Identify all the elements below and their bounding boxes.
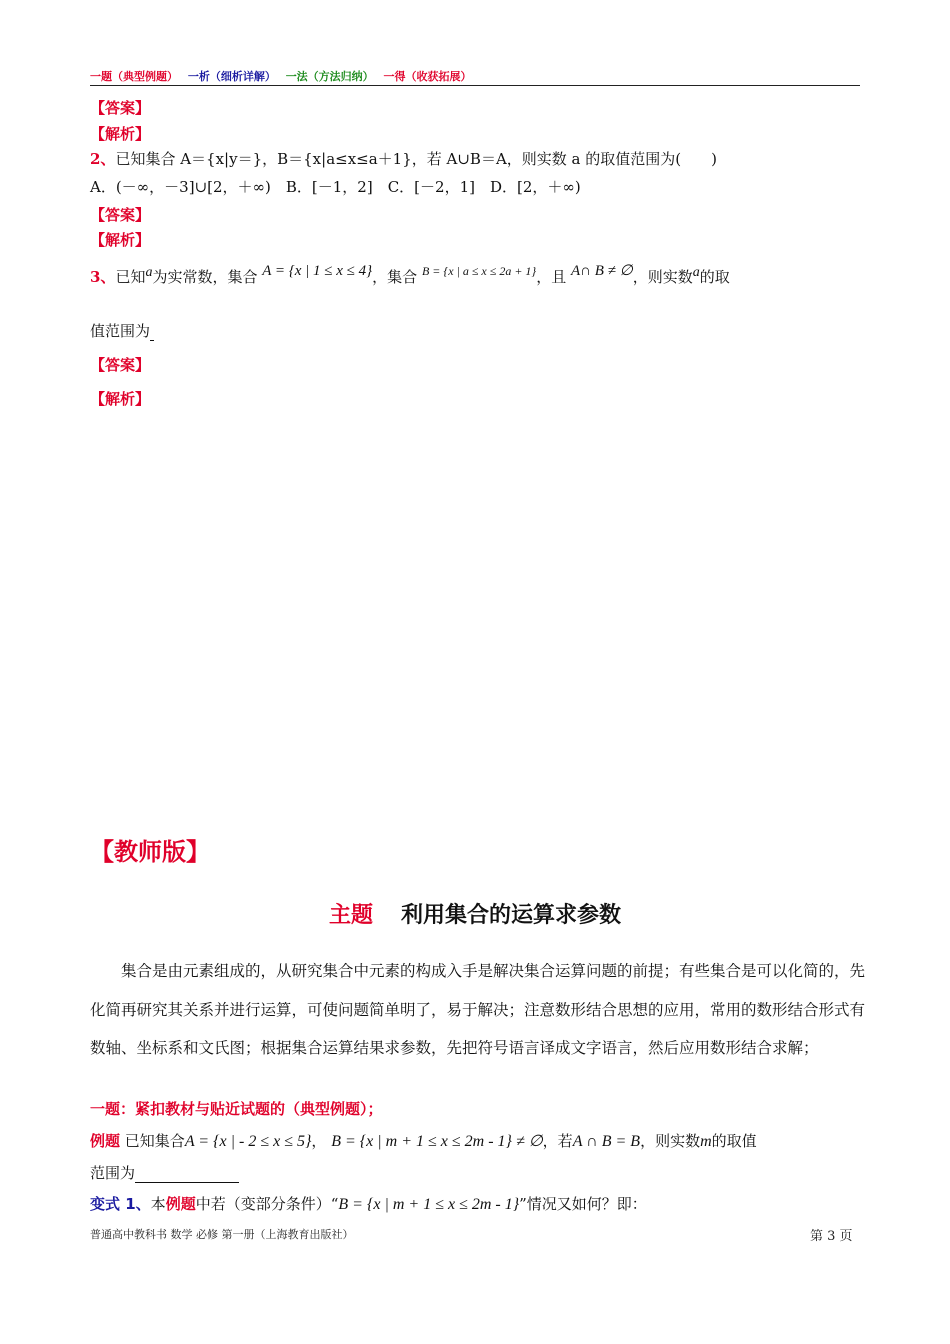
example-text: ， xyxy=(311,1132,327,1150)
question-text: 已知集合 A＝{x|y＝}，B＝{x|a≤x≤a＋1}，若 A∪B＝A，则实数 a 的取值范围为( ) xyxy=(115,150,717,168)
math-set-b: B = {x | m + 1 ≤ x ≤ 2m - 1} ≠ ∅ xyxy=(331,1133,543,1150)
header-item-2: 一析（细析详解） xyxy=(187,70,276,83)
analysis-label: 【解析】 xyxy=(90,231,151,249)
math-set-b: B = {x | m + 1 ≤ x ≤ 2m - 1} xyxy=(338,1196,520,1213)
question-2-options: A．(－∞，－3]∪[2，＋∞) B．[－1，2] C．[－2，1] D．[2，＋∞) xyxy=(90,178,581,196)
math-set-b: B = {x | a ≤ x ≤ 2a + 1} xyxy=(421,264,537,278)
question-number: 3、 xyxy=(90,268,116,286)
example-line2 xyxy=(90,1162,239,1183)
example-text: ，若 xyxy=(542,1132,573,1150)
topic-title xyxy=(0,898,950,929)
answer-blank[interactable] xyxy=(135,1166,239,1183)
math-var: a xyxy=(692,265,700,280)
variant-1 xyxy=(90,1193,647,1214)
header-item-4: 一得（收获拓展） xyxy=(383,70,472,83)
teacher-version-label: 【教师版】 xyxy=(90,838,210,866)
variant-text: ”情况又如何？即： xyxy=(519,1195,647,1213)
footer-book-info: 普通高中教科书 数学 必修 第一册（上海教育出版社） xyxy=(90,1228,354,1241)
variant-head: 变式 1、 xyxy=(90,1195,151,1213)
example-text: ，则实数 xyxy=(640,1132,701,1150)
example-head: 例题 xyxy=(90,1132,121,1150)
math-var: m xyxy=(700,1133,712,1150)
header-rule xyxy=(90,85,860,86)
math-set-a: A = {x | 1 ≤ x ≤ 4} xyxy=(262,263,373,279)
question-text: ，则实数 xyxy=(632,268,693,286)
question-text: ，且 xyxy=(536,268,567,286)
question-2 xyxy=(90,148,717,169)
header-item-3: 一法（方法归纳） xyxy=(285,70,374,83)
question-3-line2 xyxy=(90,320,154,341)
math-condition: A∩ B ≠ ∅ xyxy=(571,263,633,279)
example-text: 范围为 xyxy=(90,1164,136,1182)
answer-label: 【答案】 xyxy=(90,99,151,117)
example-text: 的取值 xyxy=(711,1132,757,1150)
intro-paragraph xyxy=(90,952,865,1068)
variant-text: 中若（变部分条件）“ xyxy=(195,1195,339,1213)
page-number: 第 3 页 xyxy=(810,1229,853,1244)
math-set-a: A = {x | - 2 ≤ x ≤ 5} xyxy=(184,1133,312,1150)
answer-label: 【答案】 xyxy=(90,356,151,374)
math-condition: A ∩ B = B xyxy=(572,1133,641,1150)
example-line1 xyxy=(90,1130,757,1151)
question-3 xyxy=(90,263,730,287)
question-number: 2、 xyxy=(90,150,116,168)
header-item-1: 一题（典型例题） xyxy=(90,70,178,83)
question-text: ，集合 xyxy=(372,268,418,286)
answer-blank[interactable] xyxy=(150,326,154,341)
question-text: 为实常数，集合 xyxy=(152,268,258,286)
topic-prefix: 主题 xyxy=(328,903,373,928)
intro-text: 集合是由元素组成的，从研究集合中元素的构成入手是解决集合运算问题的前提；有些集合是可以化简的，先化简再研究其关系并进行运算，可使问题简单明了，易于解决；注意数形结合思想的应用，常用的数形结合形式有数轴、坐标系和文氏图；根据集合运算结果求参数，先把符号语言译成文字语言，然后应用数形结合求解； xyxy=(90,962,866,1057)
section-heading: 一题：紧扣教材与贴近试题的（典型例题）； xyxy=(90,1100,383,1118)
question-text: 的取 xyxy=(699,268,730,286)
page-header xyxy=(90,68,478,84)
analysis-label: 【解析】 xyxy=(90,390,151,408)
math-var: a xyxy=(145,265,153,280)
topic-title-text: 利用集合的运算求参数 xyxy=(401,903,622,928)
variant-ref: 例题 xyxy=(165,1195,196,1213)
analysis-label: 【解析】 xyxy=(90,125,151,143)
answer-label: 【答案】 xyxy=(90,206,151,224)
variant-text: 本 xyxy=(150,1195,166,1213)
question-text: 已知 xyxy=(115,268,146,286)
example-text: 已知集合 xyxy=(124,1132,185,1150)
question-text: 值范围为 xyxy=(90,322,151,340)
